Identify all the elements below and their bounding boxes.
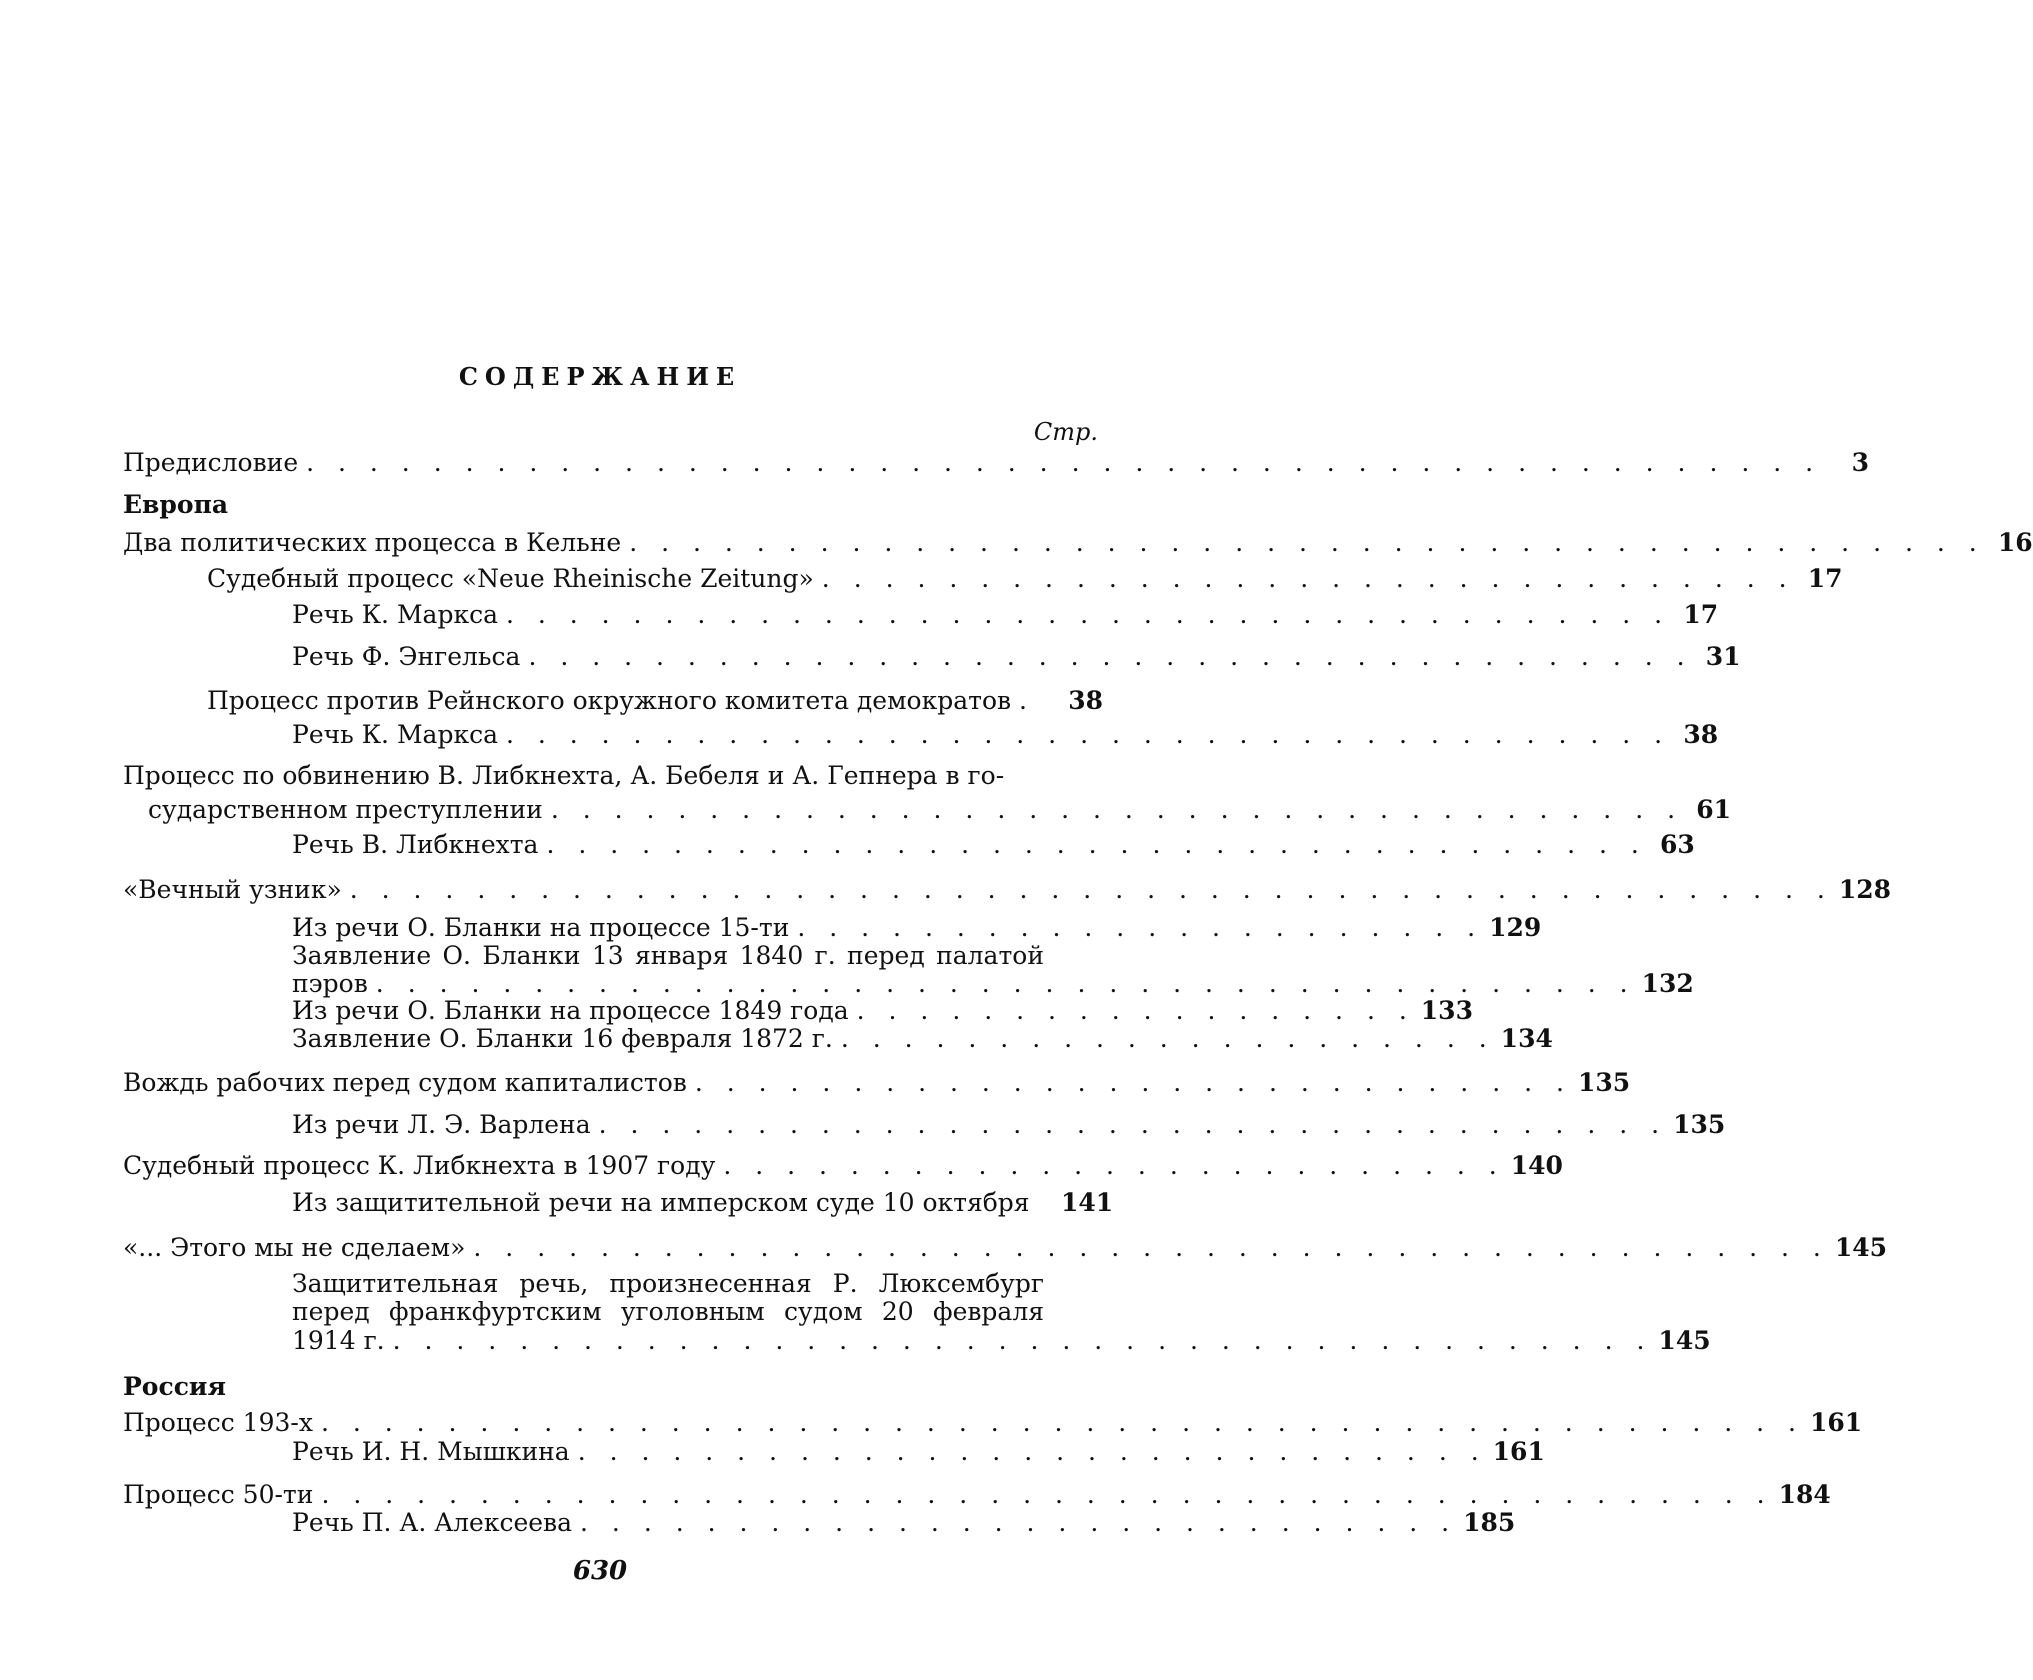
section-heading-russia: Россия <box>123 1372 226 1401</box>
leader-dots: . . . . . . . . . . . . . . . . . . <box>856 996 1415 1025</box>
toc-entry-title: Из речи Л. Э. Варлена <box>292 1110 591 1139</box>
toc-entry-page: 134 <box>1500 1024 1553 1053</box>
toc-entry-page: 17 <box>1807 564 1843 593</box>
toc-entry-alekseev <box>292 1508 1516 1538</box>
toc-entry-page: 17 <box>1683 600 1719 629</box>
toc-entry-marx-speech-2 <box>292 720 1719 750</box>
leader-dots: . . . . . . . . . . . . . . . . . . . . . <box>840 1024 1495 1053</box>
toc-entry-blanqui-3 <box>292 996 1473 1026</box>
toc-entry-title: «... Этого мы не сделаем» <box>123 1233 466 1262</box>
leader-dots: . . . . . . . . . . . . . . . . . . . . . . . . . . . . . . . . . . . . . . . . . . . . . . <box>321 1480 1773 1509</box>
leader-dots: . . . . . . . . . . . . . . . . . . . . . . . . . . . . . . . . . . . <box>546 830 1647 859</box>
toc-entry-title: Судебный процесс «Neue Rheinische Zeitung» <box>207 564 814 593</box>
toc-entry-page: 145 <box>1658 1326 1711 1355</box>
toc-entry-engels-speech <box>292 642 1741 672</box>
leader-dots: . . . . . . . . . . . . . . . . . . . . . . . . . . . . . . . . . . . . . . . . . . . . . . . <box>349 875 1833 904</box>
toc-entry-page: 185 <box>1463 1508 1516 1537</box>
toc-entry-eternal-prisoner <box>123 875 1891 905</box>
leader-dots: . . . . . . . . . . . . . . . . . . . . . . . . . . . . . <box>577 1437 1487 1466</box>
toc-entry-page: 129 <box>1489 913 1542 942</box>
toc-entry-blanqui-2 <box>292 969 1694 999</box>
toc-entry-we-wont-do <box>123 1233 1888 1263</box>
toc-entry-title: Процесс против Рейнского окружного комитета демократов . <box>207 686 1027 715</box>
toc-entry-k-liebknecht <box>123 1151 1563 1181</box>
toc-entry-title: Речь К. Маркса <box>292 600 498 629</box>
toc-entry-title: сударственном преступлении <box>148 795 543 824</box>
toc-entry-luxemburg-line2: перед франкфуртским уголовным судом 20 февраля <box>292 1297 1044 1326</box>
toc-entry-title: Вождь рабочих перед судом капиталистов <box>123 1068 687 1097</box>
toc-entry-page: 3 <box>1851 448 1870 477</box>
section-heading-europe: Европа <box>123 490 229 519</box>
toc-entry-title: Речь П. А. Алексеева <box>292 1508 573 1537</box>
leader-dots: . . . . . . . . . . . . . . . . . . . . . . . . . . . . . . . . . . . . . . . . <box>392 1326 1653 1355</box>
toc-entry-title: Заявление О. Бланки 16 февраля 1872 г. <box>292 1024 833 1053</box>
toc-entry-page: 128 <box>1838 875 1891 904</box>
toc-entry-page: 61 <box>1696 795 1732 824</box>
leader-dots: . . . . . . . . . . . . . . . . . . . . . . . . . . . . . . . . . . . . . . . . . . . <box>473 1233 1829 1262</box>
toc-entry-title: Судебный процесс К. Либкнехта в 1907 году <box>123 1151 716 1180</box>
toc-entry-title: пэров <box>292 969 368 998</box>
toc-entry-title: 1914 г. <box>292 1326 385 1355</box>
toc-entry-title: Два политических процесса в Кельне <box>123 528 622 557</box>
leader-dots: . . . . . . . . . . . . . . . . . . . . . . . . . . . . . . . . . . . . . . . . . . . . . . . . <box>306 448 1822 477</box>
toc-entry-page: 133 <box>1420 996 1473 1025</box>
toc-entry-title: Процесс 50-ти <box>123 1480 314 1509</box>
leader-dots: . . . . . . . . . . . . . . . . . . . . . . . . . . . . . . . . . . . . . <box>505 600 1671 629</box>
toc-entry-page: 145 <box>1834 1233 1888 1262</box>
leader-dots: . . . . . . . . . . . . . . . . . . . . . . . . . <box>723 1151 1505 1180</box>
toc-entry-varlin <box>292 1110 1726 1140</box>
toc-entry-trial-50 <box>123 1480 1831 1510</box>
toc-entry-page: 63 <box>1660 830 1695 859</box>
toc-entry-rhine-committee <box>207 686 1103 716</box>
toc-entry-title: Предисловие <box>123 448 299 477</box>
leader-dots: . . . . . . . . . . . . . . . . . . . . . . . . . . . . . . . . . . <box>598 1110 1668 1139</box>
page-column-label: Стр. <box>1033 418 1098 446</box>
toc-entry-luxemburg <box>292 1326 1711 1356</box>
toc-entry-page: 38 <box>1683 720 1719 749</box>
leader-dots: . . . . . . . . . . . . . . . . . . . . . . . . . . . . . . . <box>821 564 1795 593</box>
toc-entry-marx-speech-1 <box>292 600 1719 630</box>
toc-entry-page: 161 <box>1492 1437 1545 1466</box>
toc-entry-workers-leader <box>123 1068 1631 1098</box>
toc-entry-page: 31 <box>1705 642 1741 671</box>
leader-dots: . . . . . . . . . . . . . . . . . . . . . . . . . . . . . . . . . . . . . . . . . . . <box>629 528 1985 557</box>
leader-dots: . . . . . . . . . . . . . . . . . . . . . . . . . . . . <box>580 1508 1458 1537</box>
toc-entry-page: 132 <box>1641 969 1694 998</box>
page-number: 630 <box>572 1556 628 1586</box>
toc-entry-page: 184 <box>1778 1480 1831 1509</box>
leader-dots: . . . . . . . . . . . . . . . . . . . . . . <box>797 913 1484 942</box>
toc-entry-defense-speech <box>292 1188 1114 1218</box>
leader-dots: . . . . . . . . . . . . . . . . . . . . . . . . . . . . . . . . . . . . . <box>528 642 1693 671</box>
toc-entry-page: 135 <box>1577 1068 1631 1097</box>
toc-entry-myshkin <box>292 1437 1545 1467</box>
toc-entry-page: 141 <box>1061 1188 1114 1217</box>
toc-entry-blanqui-2-line1: Заявление О. Бланки 13 января 1840 г. перед палатой <box>292 941 1044 970</box>
toc-entry-title: Из речи О. Бланки на процессе 1849 года <box>292 996 849 1025</box>
toc-entry-preface <box>123 448 1870 478</box>
toc-entry-title: Речь В. Либкнехта <box>292 830 539 859</box>
toc-entry-luxemburg-line1: Защитительная речь, произнесенная Р. Люксембург <box>292 1269 1044 1298</box>
toc-entry-title: Речь К. Маркса <box>292 720 498 749</box>
leader-dots: . . . . . . . . . . . . . . . . . . . . . . . . . . . . . . . . . . . . . . . . <box>375 969 1636 998</box>
toc-entry-trial-193 <box>123 1408 1863 1438</box>
toc-entry-cologne <box>123 528 2033 558</box>
leader-dots: . . . . . . . . . . . . . . . . . . . . . . . . . . . . . . . . . . . . . . . . . . . . . . . <box>320 1408 1805 1437</box>
toc-entry-liebknecht-trial-line1: Процесс по обвинению В. Либкнехта, А. Бебеля и А. Гепнера в го- <box>123 761 1005 790</box>
toc-entry-page: 38 <box>1068 686 1103 715</box>
toc-entry-page: 140 <box>1510 1151 1563 1180</box>
toc-entry-nrz <box>207 564 1843 594</box>
toc-entry-liebknecht-speech <box>292 830 1695 860</box>
toc-entry-title: Речь И. Н. Мышкина <box>292 1437 570 1466</box>
toc-entry-title: Из речи О. Бланки на процессе 15-ти <box>292 913 790 942</box>
contents-title: СОДЕРЖАНИЕ <box>458 362 742 391</box>
toc-entry-blanqui-1 <box>292 913 1542 943</box>
toc-entry-title: «Вечный узник» <box>123 875 342 904</box>
leader-dots: . . . . . . . . . . . . . . . . . . . . . . . . . . . . <box>694 1068 1572 1097</box>
toc-entry-liebknecht-trial <box>148 795 1732 825</box>
leader-dots: . . . . . . . . . . . . . . . . . . . . . . . . . . . . . . . . . . . . <box>550 795 1684 824</box>
toc-entry-title: Речь Ф. Энгельса <box>292 642 521 671</box>
toc-entry-page: 16 <box>1997 528 2033 557</box>
leader-dots: . . . . . . . . . . . . . . . . . . . . . . . . . . . . . . . . . . . . . <box>505 720 1671 749</box>
toc-entry-page: 135 <box>1673 1110 1726 1139</box>
toc-entry-blanqui-4 <box>292 1024 1553 1054</box>
toc-entry-title: Из защитительной речи на имперском суде 10 октября <box>292 1188 1030 1217</box>
toc-entry-page: 161 <box>1810 1408 1863 1437</box>
toc-entry-title: Процесс 193-х <box>123 1408 313 1437</box>
